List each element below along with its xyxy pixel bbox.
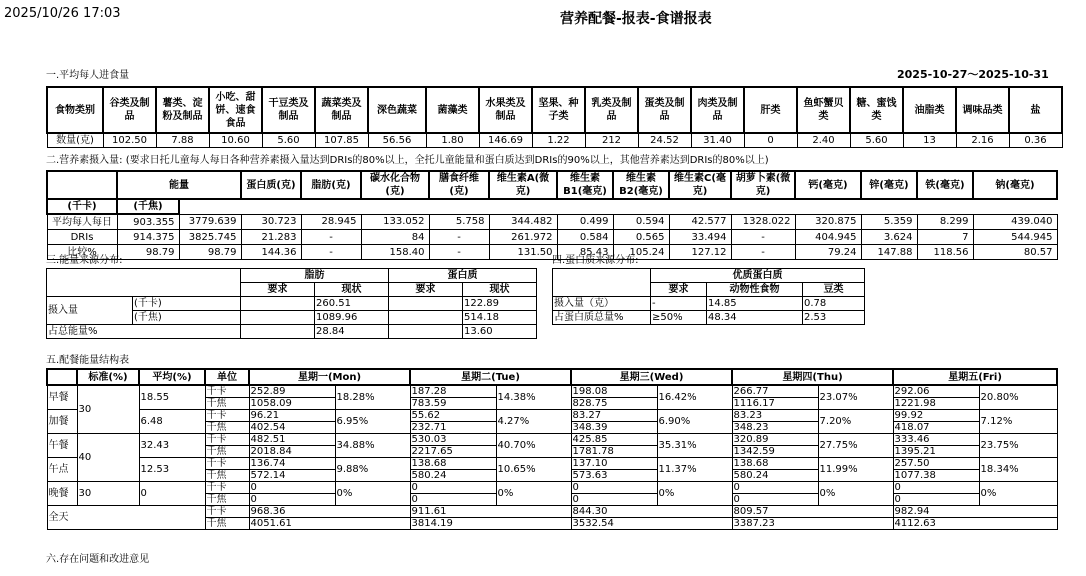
food-category-header: 坚果、种子类: [532, 87, 585, 133]
day-kcal: 530.03: [410, 434, 496, 446]
day-kcal: 257.50: [893, 458, 979, 470]
total-kj: 3814.19: [410, 518, 571, 530]
t5-header: 单位: [205, 369, 249, 385]
total-kj: 4112.63: [893, 518, 1057, 530]
nutrient-value: 85.43: [557, 245, 613, 260]
day-kj: 402.54: [249, 422, 335, 434]
day-percent: 0%: [496, 482, 571, 506]
unit-kcal: 千卡: [205, 482, 249, 494]
fat-req-header: 要求: [241, 283, 315, 297]
meal-standard: 30: [77, 385, 139, 434]
t4-corner: [553, 269, 651, 297]
food-category-header: 蛋类及制品: [638, 87, 691, 133]
day-kj: 232.71: [410, 422, 496, 434]
unit-kcal: 千卡: [205, 458, 249, 470]
nutrient-value: 0.499: [557, 214, 613, 230]
quantity-value: 212: [585, 133, 638, 148]
quantity-value: 102.50: [103, 133, 156, 148]
total-kj: 3532.54: [571, 518, 732, 530]
day-percent: 23.75%: [979, 434, 1057, 458]
nutrient-value: 33.494: [669, 230, 731, 245]
nutrient-value: 8.299: [917, 214, 973, 230]
nutrient-header: 锌(毫克): [861, 171, 917, 199]
t4-intake-label: 摄入量（克）: [553, 297, 651, 311]
day-kcal: 0: [893, 482, 979, 494]
meal-average: 0: [139, 482, 205, 506]
day-kcal: 252.89: [249, 385, 335, 398]
nutrient-value: 0.594: [613, 214, 669, 230]
nutrient-value: 28.945: [301, 214, 361, 230]
section1-title: 一.平均每人进食量: [46, 70, 130, 81]
quantity-value: 13: [903, 133, 956, 148]
total-kcal: 911.61: [410, 506, 571, 518]
nutrient-header: 维生素B1(毫克): [557, 171, 613, 199]
t4-req-header: 要求: [651, 283, 707, 297]
nutrient-value: 118.56: [917, 245, 973, 260]
food-intake-table: [46, 86, 1063, 148]
total-kcal: 968.36: [249, 506, 410, 518]
day-percent: 7.20%: [818, 410, 893, 434]
protein-header: 蛋白质: [389, 269, 537, 283]
food-category-header: 水果类及制品: [479, 87, 532, 133]
unit-kcal: 千卡: [205, 385, 249, 398]
nutrient-header: 维生素B2(毫克): [613, 171, 669, 199]
day-percent: 16.42%: [657, 385, 732, 410]
unit-kj: 千焦: [205, 470, 249, 482]
day-kj: 1077.38: [893, 470, 979, 482]
fat-kj: 1089.96: [315, 311, 389, 325]
day-kj: 580.24: [410, 470, 496, 482]
day-percent: 7.12%: [979, 410, 1057, 434]
day-kj: 1395.21: [893, 446, 979, 458]
energy-source-table: [46, 268, 537, 339]
nutrient-header: 膳食纤维(克): [429, 171, 489, 199]
day-kcal: 138.68: [732, 458, 818, 470]
t5-header: 标准(%): [77, 369, 139, 385]
fat-kj-req: [241, 311, 315, 325]
day-percent: 34.88%: [335, 434, 410, 458]
nutrient-intake-table: [46, 170, 1058, 260]
bean-header: 豆类: [803, 283, 865, 297]
weekday-header: 星期二(Tue): [410, 369, 571, 385]
nutrient-value: -: [301, 230, 361, 245]
nutrient-value: 147.88: [861, 245, 917, 260]
nutrient-header: 钠(毫克): [973, 171, 1057, 199]
day-percent: 0%: [657, 482, 732, 506]
unit-kj: 千焦: [205, 494, 249, 506]
food-category-header: 调味品类: [956, 87, 1009, 133]
nutrient-value: 5.758: [429, 214, 489, 230]
day-kj: 828.75: [571, 398, 657, 410]
nutrient-header: 维生素A(微克): [489, 171, 557, 199]
day-percent: 10.65%: [496, 458, 571, 482]
section6-title: 六.存在问题和改进意见: [46, 554, 150, 565]
nutrient-value: -: [301, 245, 361, 260]
total-label: 全天: [47, 506, 205, 530]
intake-label: 摄入量: [47, 297, 133, 325]
day-kcal: 292.06: [893, 385, 979, 398]
t5-corner: [47, 369, 77, 385]
day-kj: 348.39: [571, 422, 657, 434]
day-kcal: 99.92: [893, 410, 979, 422]
day-kcal: 266.77: [732, 385, 818, 398]
nutrient-value: 84: [361, 230, 429, 245]
day-kj: 0: [893, 494, 979, 506]
nutrient-value: 30.723: [241, 214, 301, 230]
nutrient-value: 105.24: [613, 245, 669, 260]
section4-title: 四.蛋白质来源分布:: [552, 255, 639, 266]
fat-pct: 28.84: [315, 325, 389, 339]
meal-name: 晚餐: [47, 482, 77, 506]
day-kj: 1342.59: [732, 446, 818, 458]
meal-average: 32.43: [139, 434, 205, 458]
meal-average: 18.55: [139, 385, 205, 410]
nutrient-header: 胡萝卜素(微克): [731, 171, 795, 199]
quantity-value: 7.88: [156, 133, 209, 148]
t3-corner: [47, 269, 241, 297]
nutrient-header: 铁(毫克): [917, 171, 973, 199]
day-kj: 348.23: [732, 422, 818, 434]
day-kcal: 138.68: [410, 458, 496, 470]
food-category-header: 蔬菜类及制品: [315, 87, 368, 133]
day-kcal: 96.21: [249, 410, 335, 422]
meal-average: 12.53: [139, 458, 205, 482]
animal-food-header: 动物性食物: [707, 283, 803, 297]
t4-pct-req: ≥50%: [651, 311, 707, 325]
nutrient-value: 79.24: [795, 245, 861, 260]
nutrient-header: 碳水化合物(克): [361, 171, 429, 199]
quantity-value: 1.22: [532, 133, 585, 148]
day-kj: 0: [249, 494, 335, 506]
protein-pct: 13.60: [463, 325, 537, 339]
quantity-label: 数量(克): [47, 133, 103, 148]
nutrient-value: 1328.022: [731, 214, 795, 230]
quality-protein-header: 优质蛋白质: [651, 269, 865, 283]
nutrient-value: 0.565: [613, 230, 669, 245]
day-kcal: 0: [732, 482, 818, 494]
day-percent: 18.34%: [979, 458, 1057, 482]
nutrient-row: [47, 214, 1057, 230]
day-percent: 0%: [979, 482, 1057, 506]
day-kcal: 83.27: [571, 410, 657, 422]
fat-header: 脂肪: [241, 269, 389, 283]
nutrient-value: 903.355: [117, 214, 179, 230]
nutrient-value: 5.359: [861, 214, 917, 230]
day-kcal: 136.74: [249, 458, 335, 470]
quantity-value: 31.40: [691, 133, 744, 148]
quantity-value: 2.16: [956, 133, 1009, 148]
section2-title: 二.营养素摄入量: (要求日托儿童每人每日各种营养素摄入量达到DRIs的80%以上，全托儿童能量和蛋白质达到DRIs的90%以上，其他营养素达到DRIs的80%以上): [46, 155, 769, 166]
t4-pct-animal: 48.34: [707, 311, 803, 325]
day-kcal: 198.08: [571, 385, 657, 398]
total-kcal: 844.30: [571, 506, 732, 518]
food-category-header: 菌藻类: [426, 87, 479, 133]
day-kj: 1781.78: [571, 446, 657, 458]
quantity-value: 0: [744, 133, 797, 148]
protein-kj-req: [389, 311, 463, 325]
day-kj: 1058.09: [249, 398, 335, 410]
day-kcal: 83.23: [732, 410, 818, 422]
day-kj: 0: [571, 494, 657, 506]
quantity-value: 5.60: [850, 133, 903, 148]
energy-kcal-header: (千卡): [47, 199, 117, 214]
food-category-header: 深色蔬菜: [368, 87, 426, 133]
unit-kj: 千焦: [205, 518, 249, 530]
day-kcal: 137.10: [571, 458, 657, 470]
nutrient-value: 144.36: [241, 245, 301, 260]
day-kj: 573.63: [571, 470, 657, 482]
quantity-value: 10.60: [209, 133, 262, 148]
nutrient-header: 脂肪(克): [301, 171, 361, 199]
day-percent: 27.75%: [818, 434, 893, 458]
day-percent: 23.07%: [818, 385, 893, 410]
day-kcal: 55.62: [410, 410, 496, 422]
day-kj: 0: [732, 494, 818, 506]
day-percent: 6.90%: [657, 410, 732, 434]
meal-name: 早餐: [47, 385, 77, 410]
day-kj: 572.14: [249, 470, 335, 482]
unit-kj: 千焦: [205, 422, 249, 434]
date-range: 2025-10-27～2025-10-31: [897, 68, 1049, 81]
nutrient-value: -: [429, 245, 489, 260]
day-kcal: 0: [410, 482, 496, 494]
day-kcal: 425.85: [571, 434, 657, 446]
day-percent: 0%: [818, 482, 893, 506]
fat-actual-header: 现状: [315, 283, 389, 297]
quantity-value: 1.80: [426, 133, 479, 148]
section3-title: 三.能量来源分布:: [46, 255, 123, 266]
day-kj: 580.24: [732, 470, 818, 482]
day-kcal: 333.46: [893, 434, 979, 446]
t4-intake-req: -: [651, 297, 707, 311]
day-percent: 6.95%: [335, 410, 410, 434]
t4-intake-bean: 0.78: [803, 297, 865, 311]
day-percent: 18.28%: [335, 385, 410, 410]
day-kj: 2217.65: [410, 446, 496, 458]
nutrient-value: 320.875: [795, 214, 861, 230]
weekday-header: 星期四(Thu): [732, 369, 893, 385]
day-kcal: 0: [571, 482, 657, 494]
total-kj: 3387.23: [732, 518, 893, 530]
nutrient-value: 0.584: [557, 230, 613, 245]
day-kcal: 482.51: [249, 434, 335, 446]
day-percent: 35.31%: [657, 434, 732, 458]
day-percent: 0%: [335, 482, 410, 506]
nutrient-value: 7: [917, 230, 973, 245]
day-kj: 783.59: [410, 398, 496, 410]
food-category-header: 糖、蜜饯类: [850, 87, 903, 133]
fat-pct-req: [241, 325, 315, 339]
nutrient-value: -: [731, 230, 795, 245]
fat-kcal: 260.51: [315, 297, 389, 311]
food-category-header: 肉类及制品: [691, 87, 744, 133]
food-category-header: 盐: [1009, 87, 1062, 133]
day-kj: 1221.98: [893, 398, 979, 410]
nutrient-value: 42.577: [669, 214, 731, 230]
unit-kcal: 千卡: [205, 410, 249, 422]
day-percent: 40.70%: [496, 434, 571, 458]
nutrient-value: 3.624: [861, 230, 917, 245]
nutrient-header: 钙(毫克): [795, 171, 861, 199]
nutrient-row-label: 比较%: [47, 245, 117, 260]
print-datetime: 2025/10/26 17:03: [4, 6, 121, 21]
food-category-header: 小吃、甜饼、速食食品: [209, 87, 262, 133]
day-kj: 2018.84: [249, 446, 335, 458]
meal-standard: 30: [77, 482, 139, 506]
nutrient-value: 131.50: [489, 245, 557, 260]
day-percent: 20.80%: [979, 385, 1057, 410]
pct-label: 占总能量%: [47, 325, 241, 339]
nutrient-header: 蛋白质(克): [241, 171, 301, 199]
quantity-value: 107.85: [315, 133, 368, 148]
total-kcal: 809.57: [732, 506, 893, 518]
nutrient-value: 133.052: [361, 214, 429, 230]
food-category-header: 谷类及制品: [103, 87, 156, 133]
nutrient-row: [47, 230, 1057, 245]
quantity-value: 0.36: [1009, 133, 1062, 148]
t4-pct-bean: 2.53: [803, 311, 865, 325]
nutrient-value: 158.40: [361, 245, 429, 260]
day-kj: 0: [410, 494, 496, 506]
protein-pct-req: [389, 325, 463, 339]
protein-kcal-req: [389, 297, 463, 311]
weekday-header: 星期三(Wed): [571, 369, 732, 385]
meal-name: 加餐: [47, 410, 77, 434]
day-kcal: 0: [249, 482, 335, 494]
day-kcal: 187.28: [410, 385, 496, 398]
weekday-header: 星期五(Fri): [893, 369, 1057, 385]
food-category-header: 乳类及制品: [585, 87, 638, 133]
total-kcal: 982.94: [893, 506, 1057, 518]
nutrient-value: 439.040: [973, 214, 1057, 230]
day-kcal: 320.89: [732, 434, 818, 446]
total-kj: 4051.61: [249, 518, 410, 530]
protein-actual-header: 现状: [463, 283, 537, 297]
nutrient-row-label: 平均每人每日: [47, 214, 117, 230]
kj-label: (千焦): [133, 311, 241, 325]
t4-intake-animal: 14.85: [707, 297, 803, 311]
unit-kcal: 千卡: [205, 434, 249, 446]
protein-req-header: 要求: [389, 283, 463, 297]
nutrient-value: 261.972: [489, 230, 557, 245]
quantity-value: 56.56: [368, 133, 426, 148]
meal-name: 午点: [47, 458, 77, 482]
food-category-header: 食物类别: [47, 87, 103, 133]
nutrient-row-label: DRIs: [47, 230, 117, 245]
protein-source-table: [552, 268, 865, 325]
unit-kcal: 千卡: [205, 506, 249, 518]
quantity-value: 146.69: [479, 133, 532, 148]
t4-pct-label: 占蛋白质总量%: [553, 311, 651, 325]
energy-kj-header: (千焦): [117, 199, 179, 214]
t5-header: 平均(%): [139, 369, 205, 385]
nutrient-value: 3825.745: [179, 230, 241, 245]
unit-kj: 千焦: [205, 446, 249, 458]
meal-energy-table: [46, 368, 1058, 530]
nutrient-header: 维生素C(毫克): [669, 171, 731, 199]
nutrient-value: 404.945: [795, 230, 861, 245]
nutrient-value: -: [731, 245, 795, 260]
food-category-header: 肝类: [744, 87, 797, 133]
nutrient-value: 914.375: [117, 230, 179, 245]
nutrient-value: 98.79: [179, 245, 241, 260]
food-category-header: 干豆类及制品: [262, 87, 315, 133]
quantity-value: 2.40: [797, 133, 850, 148]
meal-standard: 40: [77, 434, 139, 482]
day-percent: 11.99%: [818, 458, 893, 482]
page-title: 营养配餐-报表-食谱报表: [560, 11, 712, 27]
t2-corner: [47, 171, 117, 199]
nutrient-value: 80.57: [973, 245, 1057, 260]
day-kj: 1116.17: [732, 398, 818, 410]
food-category-header: 鱼虾蟹贝类: [797, 87, 850, 133]
protein-kcal: 122.89: [463, 297, 537, 311]
nutrient-value: 21.283: [241, 230, 301, 245]
day-percent: 9.88%: [335, 458, 410, 482]
section5-title: 五.配餐能量结构表: [46, 355, 130, 366]
food-category-header: 薯类、淀粉及制品: [156, 87, 209, 133]
energy-header: 能量: [117, 171, 241, 199]
nutrient-value: 3779.639: [179, 214, 241, 230]
nutrient-value: 344.482: [489, 214, 557, 230]
protein-kj: 514.18: [463, 311, 537, 325]
day-percent: 4.27%: [496, 410, 571, 434]
day-kj: 418.07: [893, 422, 979, 434]
nutrient-value: -: [429, 230, 489, 245]
meal-average: 6.48: [139, 410, 205, 434]
nutrient-value: 98.79: [117, 245, 179, 260]
quantity-value: 24.52: [638, 133, 691, 148]
food-category-header: 油脂类: [903, 87, 956, 133]
nutrient-value: 544.945: [973, 230, 1057, 245]
day-percent: 14.38%: [496, 385, 571, 410]
quantity-value: 5.60: [262, 133, 315, 148]
kcal-label: (千卡): [133, 297, 241, 311]
unit-kj: 千焦: [205, 398, 249, 410]
weekday-header: 星期一(Mon): [249, 369, 410, 385]
fat-kcal-req: [241, 297, 315, 311]
nutrient-value: 127.12: [669, 245, 731, 260]
meal-name: 午餐: [47, 434, 77, 458]
day-percent: 11.37%: [657, 458, 732, 482]
